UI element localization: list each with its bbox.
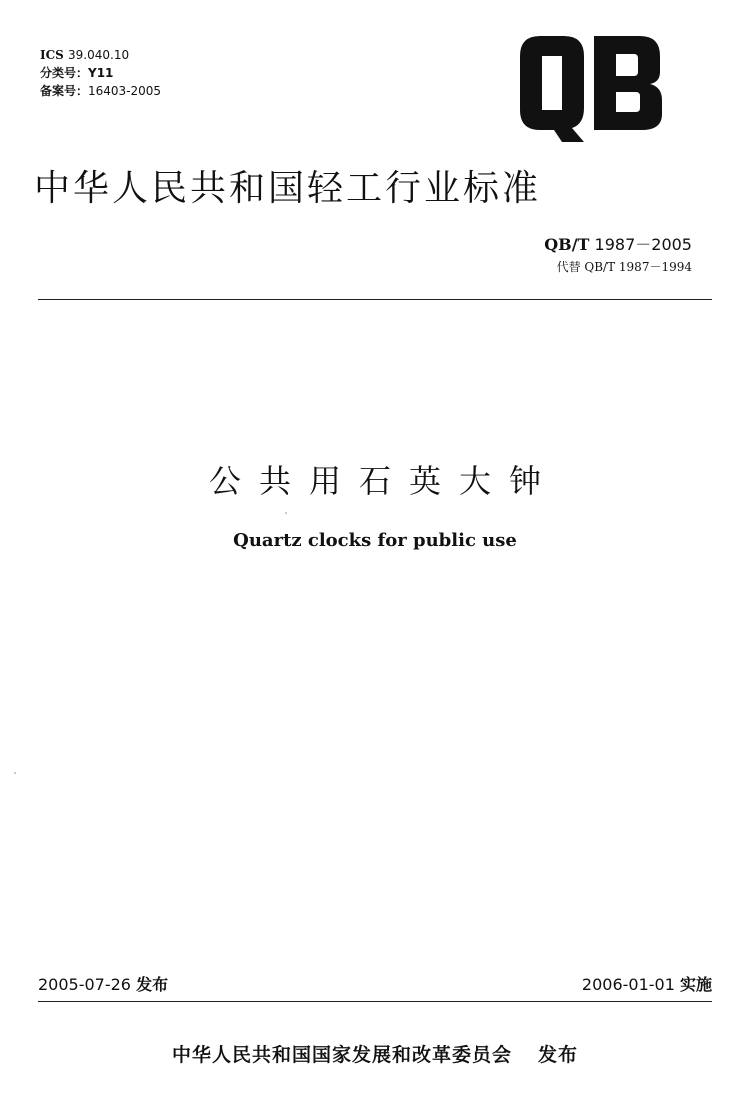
ics-row (40, 46, 161, 64)
document-title-en: Quartz clocks for public use (233, 530, 517, 551)
record-label: 备案号： (40, 84, 89, 98)
ics-label: ICS (40, 48, 64, 62)
issuer-line (0, 1040, 750, 1067)
issuer-name: 中华人民共和国国家发展和改革委员会 (171, 1044, 512, 1066)
record-row (40, 82, 161, 100)
scan-speck (285, 512, 287, 514)
implement-date-line (582, 972, 712, 995)
publish-date: 2005-07-26 (38, 975, 131, 994)
standard-code-prefix: QB/T (544, 235, 590, 254)
header-meta (40, 46, 161, 100)
bottom-divider (38, 1001, 712, 1002)
standard-replaces: 代替 QB/T 1987－1994 (556, 260, 692, 274)
classification-row (40, 64, 161, 82)
classification-label: 分类号： (40, 66, 89, 80)
ics-value: 39.040.10 (68, 48, 130, 62)
publish-label: 发布 (136, 975, 169, 994)
issuer-action: 发布 (538, 1044, 579, 1066)
scan-speck (14, 772, 16, 774)
publish-date-line (38, 972, 168, 995)
record-value: 16403-2005 (88, 84, 162, 98)
standard-code-number: 1987－2005 (594, 235, 692, 254)
standard-number (544, 232, 692, 255)
standard-category-title: 中华人民共和国轻工行业标准 (34, 168, 542, 209)
document-title-cn: 公共用石英大钟 (208, 462, 559, 500)
top-divider (38, 299, 712, 300)
implement-date: 2006-01-01 (581, 975, 675, 994)
classification-value: Y11 (88, 66, 114, 80)
qb-logo (514, 34, 664, 146)
implement-label: 实施 (679, 975, 712, 994)
